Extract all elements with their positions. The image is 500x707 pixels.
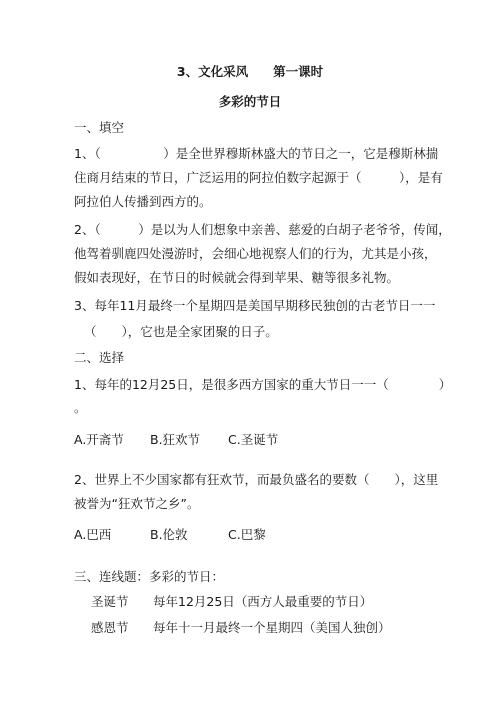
match-right-november: 每年十一月最终一个星期四（美国人独创） <box>153 620 391 635</box>
choice-q2-option-c: C.巴黎 <box>228 527 266 542</box>
section-heading-fill-blank: 一、填空 <box>74 120 125 135</box>
choice-q1-line-2: 。 <box>74 400 87 415</box>
match-right-dec-25: 每年12月25日（西方人最重要的节日） <box>153 594 373 609</box>
q1-line-3: 阿拉伯人传播到西方的。 <box>74 194 212 209</box>
q2-line-1: 2、（ ）是以为人们想象中亲善、慈爱的白胡子老爷爷，传闻， <box>74 222 451 237</box>
section-heading-matching: 三、连线题：多彩的节日： <box>74 569 225 584</box>
choice-q2-option-b: B.伦敦 <box>150 527 188 542</box>
match-left-thanksgiving: 感恩节 <box>91 620 129 635</box>
q1-line-1: 1、（ ）是全世界穆斯林盛大的节日之一，它是穆斯林揣 <box>74 146 439 161</box>
q2-line-2: 他驾着驯鹿四处漫游时，会细心地视察人们的行为，尤其是小孩， <box>74 246 437 261</box>
choice-q1-option-a: A.开斋节 <box>74 432 124 447</box>
lesson-title: 3、文化采风 第一课时 <box>176 64 324 79</box>
match-left-christmas: 圣诞节 <box>91 594 129 609</box>
choice-q2-line-1: 2、世界上不少国家都有狂欢节，而最负盛名的要数（ ），这里 <box>74 472 439 487</box>
q3-line-2: （ ），它也是全家团聚的日子。 <box>84 324 278 339</box>
subtitle: 多彩的节日 <box>218 94 282 109</box>
choice-q1-line-1: 1、每年的12月25日，是很多西方国家的重大节日一一（ ） <box>74 377 452 392</box>
q3-line-1: 3、每年11月最终一个星期四是美国早期移民独创的古老节日一一 <box>74 298 436 313</box>
q2-line-3: 假如表现好，在节日的时候就会得到苹果、糖等很多礼物。 <box>74 270 400 285</box>
choice-q1-option-c: C.圣诞节 <box>228 432 279 447</box>
choice-q1-option-b: B.狂欢节 <box>150 432 201 447</box>
section-heading-choice: 二、选择 <box>74 350 125 365</box>
choice-q2-line-2: 被誉为“狂欢节之乡”。 <box>74 496 200 511</box>
choice-q2-option-a: A.巴西 <box>74 527 112 542</box>
q1-line-2: 住商月结束的节日，广泛运用的阿拉伯数字起源于（ ），是有 <box>74 170 443 185</box>
